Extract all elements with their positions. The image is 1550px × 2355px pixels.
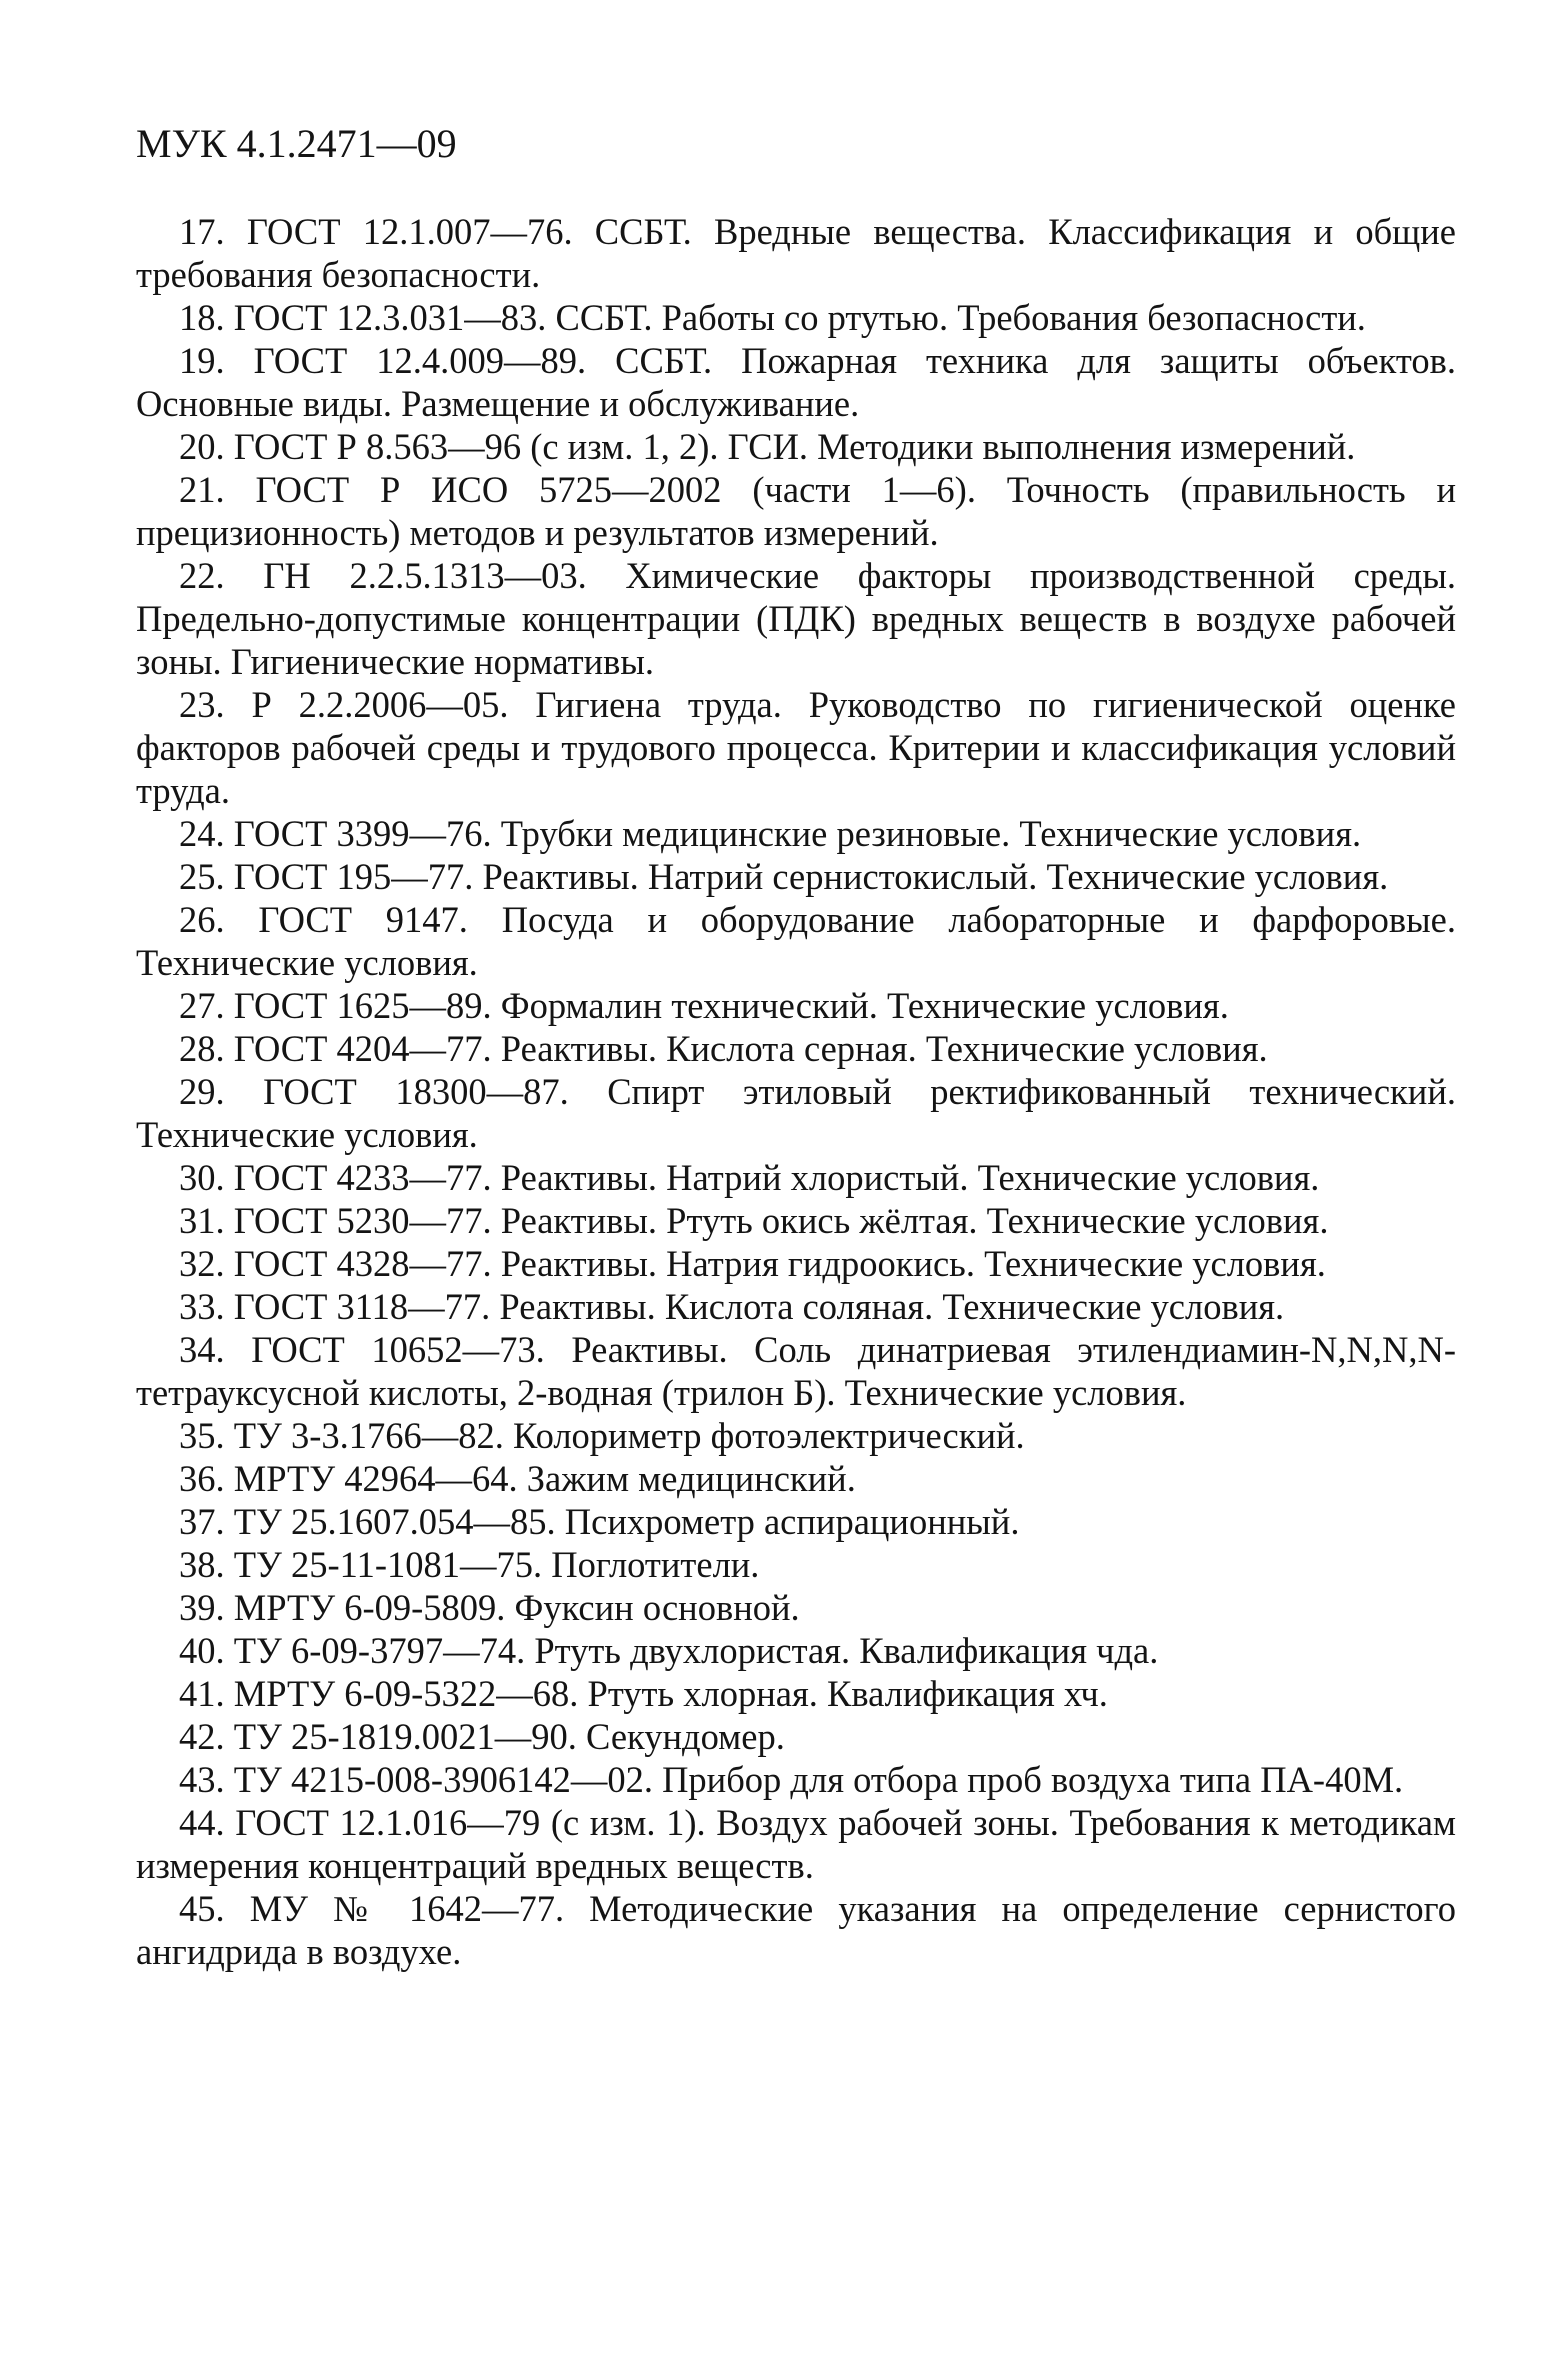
reference-item: 38. ТУ 25-11-1081—75. Поглотители. — [179, 1544, 760, 1585]
reference-list — [136, 210, 1456, 1973]
reference-item: 31. ГОСТ 5230—77. Реактивы. Ртуть окись жёлтая. Технические условия. — [179, 1200, 1329, 1241]
reference-item: 32. ГОСТ 4328—77. Реактивы. Натрия гидроокись. Технические условия. — [179, 1243, 1326, 1284]
reference-item: 20. ГОСТ Р 8.563—96 (с изм. 1, 2). ГСИ. Методики выполнения измерений. — [179, 426, 1356, 467]
reference-item: 22. ГН 2.2.5.1313—03. Химические факторы производственной среды. Предельно-допустимые концентрации (ПДК) вредных веществ в воздухе рабочей зоны. Гигиенические нормативы. — [136, 555, 1456, 682]
reference-item: 36. МРТУ 42964—64. Зажим медицинский. — [179, 1458, 856, 1499]
reference-item: 18. ГОСТ 12.3.031—83. ССБТ. Работы со ртутью. Требования безопасности. — [179, 297, 1366, 338]
reference-item: 21. ГОСТ Р ИСО 5725—2002 (части 1—6). Точность (правильность и прецизионность) методов и результатов измерений. — [136, 469, 1456, 553]
reference-item: 26. ГОСТ 9147. Посуда и оборудование лабораторные и фарфоровые. Технические условия. — [136, 899, 1456, 983]
reference-item: 42. ТУ 25-1819.0021—90. Секундомер. — [179, 1716, 785, 1757]
reference-item: 30. ГОСТ 4233—77. Реактивы. Натрий хлористый. Технические условия. — [179, 1157, 1320, 1198]
reference-item: 25. ГОСТ 195—77. Реактивы. Натрий сернистокислый. Технические условия. — [179, 856, 1389, 897]
reference-item: 35. ТУ 3-3.1766—82. Колориметр фотоэлектрический. — [179, 1415, 1025, 1456]
document-code-header: МУК 4.1.2471—09 — [136, 121, 457, 166]
reference-item: 17. ГОСТ 12.1.007—76. ССБТ. Вредные вещества. Классификация и общие требования безопасности. — [136, 211, 1456, 295]
reference-item: 40. ТУ 6-09-3797—74. Ртуть двухлористая. Квалификация чда. — [179, 1630, 1159, 1671]
reference-item: 41. МРТУ 6-09-5322—68. Ртуть хлорная. Квалификация хч. — [179, 1673, 1108, 1714]
reference-item: 33. ГОСТ 3118—77. Реактивы. Кислота соляная. Технические условия. — [179, 1286, 1285, 1327]
reference-item: 19. ГОСТ 12.4.009—89. ССБТ. Пожарная техника для защиты объектов. Основные виды. Размещение и обслуживание. — [136, 340, 1456, 424]
reference-item: 43. ТУ 4215-008-3906142—02. Прибор для отбора проб воздуха типа ПА-40М. — [179, 1759, 1404, 1800]
reference-item: 24. ГОСТ 3399—76. Трубки медицинские резиновые. Технические условия. — [179, 813, 1362, 854]
reference-item: 44. ГОСТ 12.1.016—79 (с изм. 1). Воздух рабочей зоны. Требования к методикам измерения концентраций вредных веществ. — [136, 1802, 1456, 1886]
reference-item: 27. ГОСТ 1625—89. Формалин технический. Технические условия. — [179, 985, 1229, 1026]
reference-item: 28. ГОСТ 4204—77. Реактивы. Кислота серная. Технические условия. — [179, 1028, 1268, 1069]
reference-item: 29. ГОСТ 18300—87. Спирт этиловый ректификованный технический. Технические условия. — [136, 1071, 1456, 1155]
reference-item: 45. МУ № 1642—77. Методические указания на определение сернистого ангидрида в воздухе. — [136, 1888, 1456, 1972]
reference-item: 23. Р 2.2.2006—05. Гигиена труда. Руководство по гигиенической оценке факторов рабочей среды и трудового процесса. Критерии и классификация условий труда. — [136, 684, 1456, 811]
reference-item: 39. МРТУ 6-09-5809. Фуксин основной. — [179, 1587, 800, 1628]
reference-item: 34. ГОСТ 10652—73. Реактивы. Соль динатриевая этилендиамин-N,N,N,N-тетрауксусной кислоты, 2-водная (трилон Б). Технические условия. — [136, 1329, 1456, 1413]
reference-item: 37. ТУ 25.1607.054—85. Психрометр аспирационный. — [179, 1501, 1020, 1542]
